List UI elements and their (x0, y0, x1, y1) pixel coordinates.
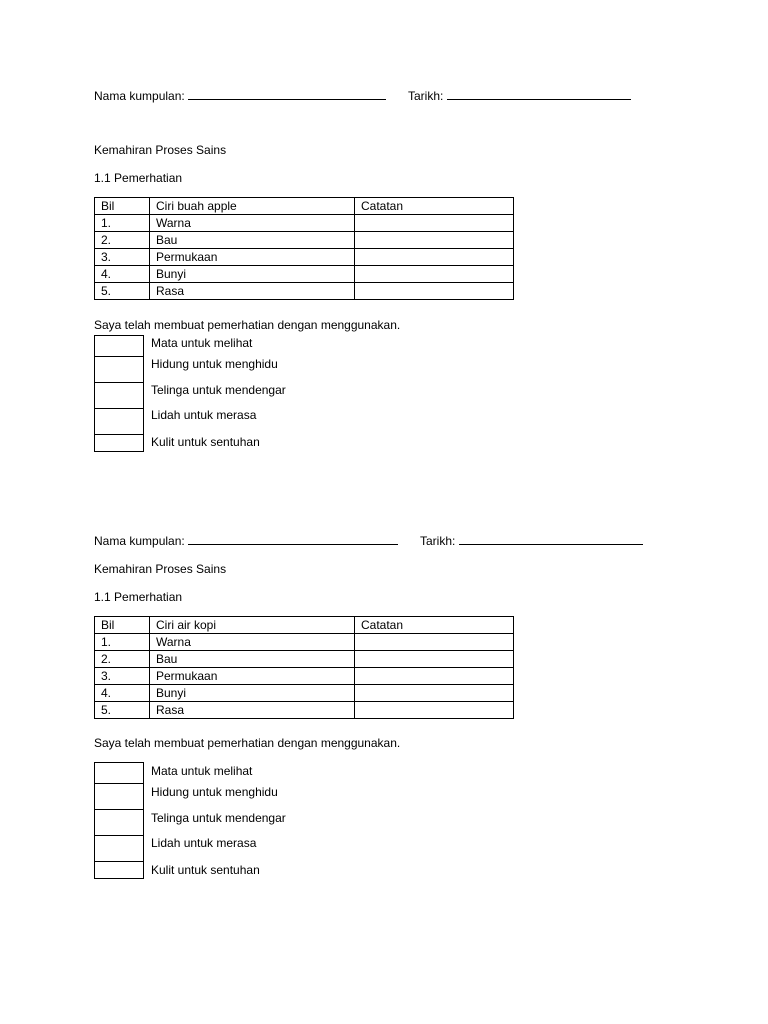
table-cell: Bau (150, 651, 355, 668)
table-cell: 5. (95, 283, 150, 300)
header-cell: Bil (95, 617, 150, 634)
table-header-row (95, 198, 514, 215)
option-label: Kulit untuk sentuhan (151, 863, 260, 877)
table-row (95, 634, 514, 651)
header-cell: Ciri air kopi (150, 617, 355, 634)
notes-cell[interactable] (355, 702, 514, 719)
table-cell: Warna (150, 634, 355, 651)
table-cell: Permukaan (150, 249, 355, 266)
table-cell: 3. (95, 249, 150, 266)
group-name-label: Nama kumpulan: (94, 534, 185, 548)
table-cell: 1. (95, 215, 150, 232)
observation-table (94, 197, 514, 300)
group-name-field[interactable] (188, 89, 386, 100)
table-row (95, 266, 514, 283)
date-field[interactable] (459, 534, 643, 545)
header-cell: Catatan (355, 198, 514, 215)
header-cell: Catatan (355, 617, 514, 634)
notes-cell[interactable] (355, 266, 514, 283)
section-heading: Kemahiran Proses Sains (94, 562, 227, 576)
table-row (95, 283, 514, 300)
option-label: Telinga untuk mendengar (151, 811, 286, 825)
checkbox-nose[interactable] (94, 783, 144, 810)
table-row (95, 651, 514, 668)
notes-cell[interactable] (355, 232, 514, 249)
header-cell: Bil (95, 198, 150, 215)
notes-cell[interactable] (355, 651, 514, 668)
date-row (408, 89, 631, 103)
group-name-row (94, 89, 386, 103)
table-cell: Bunyi (150, 266, 355, 283)
group-name-field[interactable] (188, 534, 398, 545)
option-label: Telinga untuk mendengar (151, 383, 286, 397)
checkbox-eyes[interactable] (94, 335, 144, 357)
checkbox-skin[interactable] (94, 861, 144, 879)
option-label: Mata untuk melihat (151, 336, 253, 350)
table-cell: Warna (150, 215, 355, 232)
notes-cell[interactable] (355, 249, 514, 266)
notes-cell[interactable] (355, 668, 514, 685)
table-cell: Rasa (150, 702, 355, 719)
table-row (95, 685, 514, 702)
table-row (95, 702, 514, 719)
section-subheading: 1.1 Pemerhatian (94, 590, 183, 604)
checkbox-ears[interactable] (94, 382, 144, 409)
option-label: Lidah untuk merasa (151, 408, 257, 422)
table-cell: 5. (95, 702, 150, 719)
section-heading: Kemahiran Proses Sains (94, 143, 227, 157)
table-cell: 4. (95, 266, 150, 283)
table-cell: Bau (150, 232, 355, 249)
checkbox-tongue[interactable] (94, 408, 144, 435)
table-header-row (95, 617, 514, 634)
table-cell: Rasa (150, 283, 355, 300)
checkbox-tongue[interactable] (94, 835, 144, 862)
notes-cell[interactable] (355, 634, 514, 651)
checkbox-ears[interactable] (94, 809, 144, 836)
notes-cell[interactable] (355, 283, 514, 300)
date-field[interactable] (447, 89, 631, 100)
checkbox-eyes[interactable] (94, 762, 144, 784)
date-label: Tarikh: (408, 89, 444, 103)
notes-cell[interactable] (355, 685, 514, 702)
table-cell: 3. (95, 668, 150, 685)
table-cell: 2. (95, 232, 150, 249)
table-cell: Permukaan (150, 668, 355, 685)
table-row (95, 215, 514, 232)
table-cell: Bunyi (150, 685, 355, 702)
table-cell: 1. (95, 634, 150, 651)
option-label: Kulit untuk sentuhan (151, 435, 260, 449)
observation-statement: Saya telah membuat pemerhatian dengan menggunakan. (94, 318, 401, 332)
observation-table (94, 616, 514, 719)
notes-cell[interactable] (355, 215, 514, 232)
group-name-row (94, 534, 398, 548)
option-label: Mata untuk melihat (151, 764, 253, 778)
date-label: Tarikh: (420, 534, 456, 548)
option-label: Lidah untuk merasa (151, 836, 257, 850)
group-name-label: Nama kumpulan: (94, 89, 185, 103)
table-cell: 4. (95, 685, 150, 702)
date-row (420, 534, 643, 548)
checkbox-skin[interactable] (94, 434, 144, 452)
option-label: Hidung untuk menghidu (151, 785, 278, 799)
table-cell: 2. (95, 651, 150, 668)
table-row (95, 668, 514, 685)
checkbox-nose[interactable] (94, 356, 144, 383)
section-subheading: 1.1 Pemerhatian (94, 171, 183, 185)
table-row (95, 249, 514, 266)
observation-statement: Saya telah membuat pemerhatian dengan menggunakan. (94, 736, 401, 750)
header-cell: Ciri buah apple (150, 198, 355, 215)
option-label: Hidung untuk menghidu (151, 357, 278, 371)
table-row (95, 232, 514, 249)
